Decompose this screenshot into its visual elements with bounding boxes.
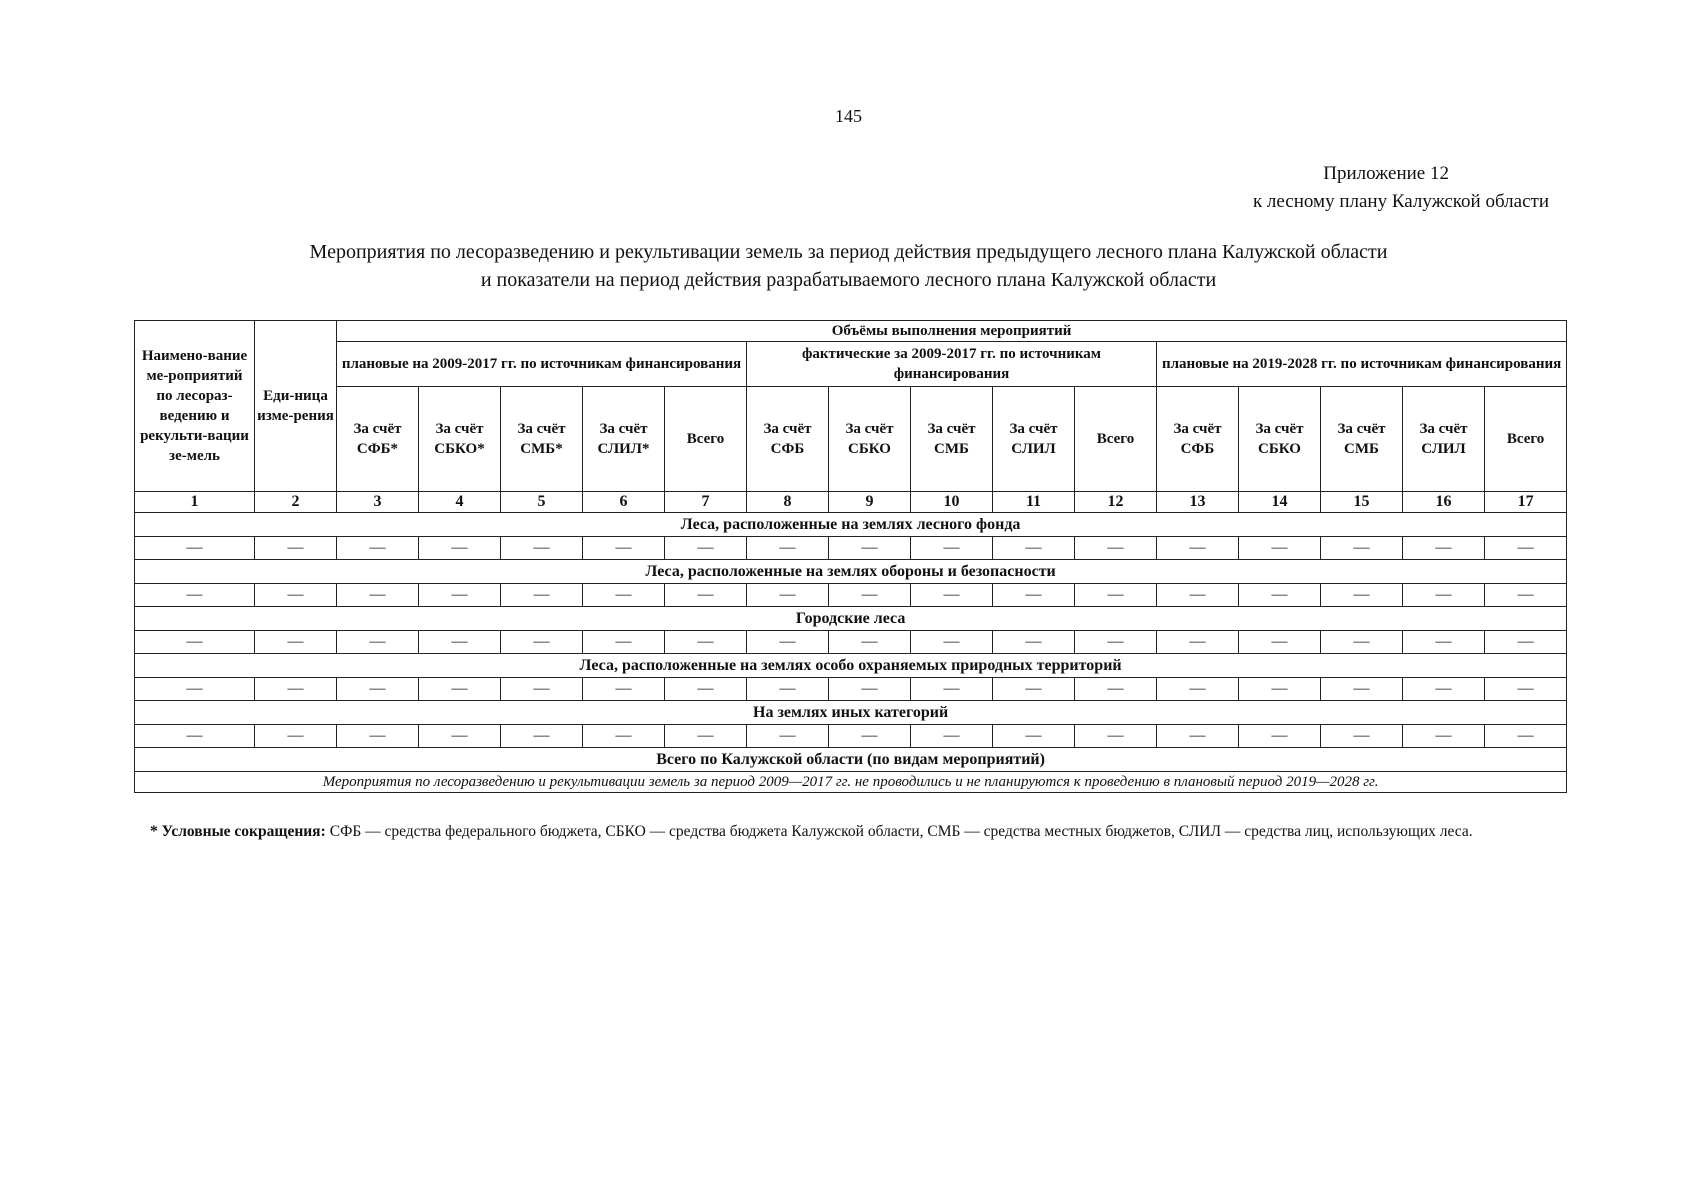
table-cell: —: [911, 584, 993, 607]
section-title: На землях иных категорий: [135, 701, 1567, 725]
table-cell: —: [501, 725, 583, 748]
table-cell: —: [1403, 631, 1485, 654]
table-cell: —: [1075, 678, 1157, 701]
subheader-cell: За счёт СМБ*: [501, 387, 583, 492]
document-title-line-2: и показатели на период действия разрабатываемого лесного плана Калужской области: [480, 269, 1217, 291]
column-number-cell: 13: [1157, 492, 1239, 513]
subheader-cell: За счёт СФБ: [1157, 387, 1239, 492]
column-number-cell: 8: [747, 492, 829, 513]
note-row: [135, 772, 1567, 793]
table-cell: —: [419, 725, 501, 748]
column-number-cell: 9: [829, 492, 911, 513]
table-cell: —: [993, 725, 1075, 748]
table-cell: —: [1157, 631, 1239, 654]
table-cell: —: [1157, 537, 1239, 560]
table-cell: —: [911, 678, 993, 701]
table-cell: —: [1403, 725, 1485, 748]
subheader-cell: За счёт СБКО: [1239, 387, 1321, 492]
table-cell: —: [419, 631, 501, 654]
subheader-cell: За счёт СФБ: [747, 387, 829, 492]
subheader-cell: Всего: [665, 387, 747, 492]
table-cell: —: [747, 725, 829, 748]
table-cell: —: [135, 725, 255, 748]
table-cell: —: [993, 631, 1075, 654]
table-cell: —: [747, 678, 829, 701]
table-cell: —: [1485, 725, 1567, 748]
column-number-cell: 12: [1075, 492, 1157, 513]
section-title: Леса, расположенные на землях обороны и безопасности: [135, 560, 1567, 584]
table-cell: —: [1157, 725, 1239, 748]
section-title: Леса, расположенные на землях особо охраняемых природных территорий: [135, 654, 1567, 678]
table-cell: —: [501, 537, 583, 560]
table-cell: —: [583, 537, 665, 560]
table-row: [135, 725, 1567, 748]
table-cell: —: [255, 631, 337, 654]
column-number-cell: 14: [1239, 492, 1321, 513]
table-cell: —: [829, 678, 911, 701]
appendix-header: [1253, 160, 1549, 216]
section-title-row: [135, 513, 1567, 537]
table-cell: —: [829, 584, 911, 607]
subheader-cell: Всего: [1075, 387, 1157, 492]
table-cell: —: [911, 537, 993, 560]
table-row: [135, 537, 1567, 560]
table-cell: —: [1321, 678, 1403, 701]
table-cell: —: [1485, 631, 1567, 654]
table-cell: —: [665, 678, 747, 701]
table-cell: —: [911, 725, 993, 748]
table-row: [135, 631, 1567, 654]
table-cell: —: [1075, 725, 1157, 748]
column-number-cell: 15: [1321, 492, 1403, 513]
subheader-cell: За счёт СЛИЛ: [1403, 387, 1485, 492]
subheader-cell: За счёт СБКО: [829, 387, 911, 492]
table-cell: —: [1403, 537, 1485, 560]
table-cell: —: [337, 725, 419, 748]
subheader-cell: За счёт СФБ*: [337, 387, 419, 492]
table-row: [135, 678, 1567, 701]
table-cell: —: [829, 631, 911, 654]
table-cell: —: [1157, 584, 1239, 607]
table-cell: —: [1075, 584, 1157, 607]
table-cell: —: [993, 537, 1075, 560]
table-cell: —: [1157, 678, 1239, 701]
group-header-actual-2009-2017: фактические за 2009-2017 гг. по источникам финансирования: [747, 342, 1157, 387]
footnote-text: СФБ — средства федерального бюджета, СБКО — средства бюджета Калужской области, СМБ — средства местных бюджетов, СЛИЛ — средства лиц, использующих леса.: [329, 823, 1473, 840]
table-cell: —: [747, 584, 829, 607]
table-cell: —: [1321, 537, 1403, 560]
table-note: Мероприятия по лесоразведению и рекультивации земель за период 2009—2017 гг. не проводились и не планируются к проведению в плановый период 2019—2028 гг.: [135, 772, 1567, 793]
table-cell: —: [337, 631, 419, 654]
table-cell: —: [135, 537, 255, 560]
volume-header: Объёмы выполнения мероприятий: [337, 321, 1567, 342]
table-cell: —: [665, 631, 747, 654]
group-header-planned-2009-2017: плановые на 2009-2017 гг. по источникам финансирования: [337, 342, 747, 387]
table-cell: —: [337, 537, 419, 560]
measures-table: [134, 320, 1567, 793]
table-cell: —: [665, 725, 747, 748]
table-cell: —: [1485, 537, 1567, 560]
column-number-cell: 16: [1403, 492, 1485, 513]
subheader-cell: За счёт СЛИЛ*: [583, 387, 665, 492]
col-header-measure-name: Наимено-вание ме-роприятий по лесораз-ведению и рекульти-вации зе-мель: [135, 321, 255, 492]
column-number-cell: 11: [993, 492, 1075, 513]
table-cell: —: [583, 584, 665, 607]
appendix-title: Приложение 12: [1323, 163, 1449, 184]
table-cell: —: [1403, 584, 1485, 607]
column-number-cell: 17: [1485, 492, 1567, 513]
section-title: Леса, расположенные на землях лесного фонда: [135, 513, 1567, 537]
document-title: [0, 238, 1697, 294]
footnote-label: * Условные сокращения:: [150, 823, 326, 840]
table-cell: —: [747, 631, 829, 654]
table-cell: —: [337, 584, 419, 607]
table-cell: —: [747, 537, 829, 560]
section-title-row: [135, 560, 1567, 584]
table-cell: —: [583, 725, 665, 748]
table-cell: —: [1239, 537, 1321, 560]
table-cell: —: [1075, 631, 1157, 654]
table-cell: —: [419, 584, 501, 607]
table-cell: —: [911, 631, 993, 654]
table-cell: —: [337, 678, 419, 701]
subheader-cell: За счёт СМБ: [911, 387, 993, 492]
column-number-cell: 1: [135, 492, 255, 513]
table-cell: —: [255, 537, 337, 560]
section-title-row: [135, 654, 1567, 678]
table-cell: —: [993, 584, 1075, 607]
column-number-cell: 4: [419, 492, 501, 513]
table-cell: —: [1239, 678, 1321, 701]
column-number-cell: 6: [583, 492, 665, 513]
total-title: Всего по Калужской области (по видам мероприятий): [135, 748, 1567, 772]
table-cell: —: [1239, 584, 1321, 607]
table-cell: —: [583, 631, 665, 654]
page-number: 145: [835, 106, 862, 126]
subheader-cell: За счёт СЛИЛ: [993, 387, 1075, 492]
table-cell: —: [501, 584, 583, 607]
table-cell: —: [993, 678, 1075, 701]
subheader-cell: За счёт СБКО*: [419, 387, 501, 492]
table-cell: —: [1239, 725, 1321, 748]
table-cell: —: [1321, 631, 1403, 654]
column-number-cell: 3: [337, 492, 419, 513]
appendix-subtitle: к лесному плану Калужской области: [1252, 191, 1549, 212]
subheader-cell: Всего: [1485, 387, 1567, 492]
column-number-cell: 2: [255, 492, 337, 513]
column-number-cell: 10: [911, 492, 993, 513]
table-cell: —: [583, 678, 665, 701]
table-cell: —: [665, 584, 747, 607]
table-cell: —: [255, 678, 337, 701]
table-cell: —: [1403, 678, 1485, 701]
table-cell: —: [501, 631, 583, 654]
table-cell: —: [135, 584, 255, 607]
table-cell: —: [1075, 537, 1157, 560]
table-cell: —: [135, 631, 255, 654]
document-title-line-1: Мероприятия по лесоразведению и рекультивации земель за период действия предыдущего лесного плана Калужской области: [309, 241, 1388, 263]
total-row: [135, 748, 1567, 772]
footnote: [150, 820, 1550, 844]
col-header-unit: Еди-ница изме-рения: [255, 321, 337, 492]
table-cell: —: [501, 678, 583, 701]
table-cell: —: [829, 537, 911, 560]
table-cell: —: [135, 678, 255, 701]
table-cell: —: [1321, 725, 1403, 748]
table-body: [135, 492, 1567, 793]
table-cell: —: [1485, 584, 1567, 607]
section-title-row: [135, 607, 1567, 631]
section-title: Городские леса: [135, 607, 1567, 631]
column-number-row: [135, 492, 1567, 513]
table-cell: —: [1321, 584, 1403, 607]
column-number-cell: 5: [501, 492, 583, 513]
section-title-row: [135, 701, 1567, 725]
table-cell: —: [419, 537, 501, 560]
subheader-cell: За счёт СМБ: [1321, 387, 1403, 492]
table-cell: —: [419, 678, 501, 701]
table-row: [135, 584, 1567, 607]
table-cell: —: [255, 725, 337, 748]
group-header-planned-2019-2028: плановые на 2019-2028 гг. по источникам финансирования: [1157, 342, 1567, 387]
table-cell: —: [255, 584, 337, 607]
column-number-cell: 7: [665, 492, 747, 513]
table-cell: —: [1239, 631, 1321, 654]
table-cell: —: [829, 725, 911, 748]
table-cell: —: [1485, 678, 1567, 701]
table-cell: —: [665, 537, 747, 560]
